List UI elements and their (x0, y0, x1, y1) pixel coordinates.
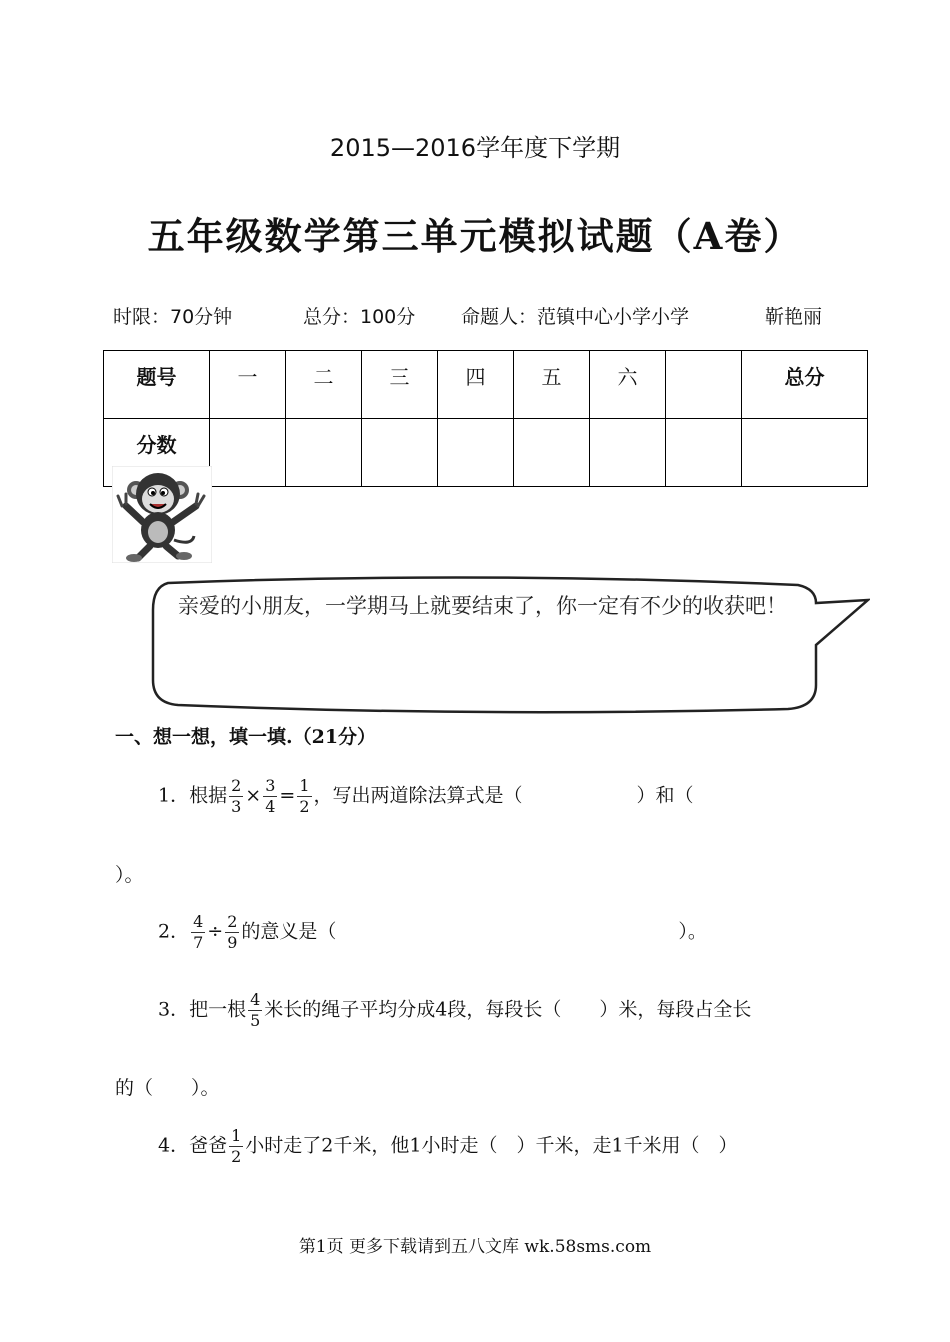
q3-suffix: 米长的绳子平均分成4段，每段长（ ）米，每段占全长 (264, 998, 752, 1021)
question-1 (158, 776, 694, 817)
numerator: 2 (227, 912, 238, 931)
score-header-cell: 二 (286, 351, 362, 419)
q1-answer-line: ）。 (115, 864, 144, 886)
q4-prefix: 4．爸爸 (158, 1134, 228, 1157)
score-value-cell[interactable] (210, 419, 286, 487)
q1-prefix: 1．根据 (158, 784, 228, 807)
score-value-cell[interactable] (666, 419, 742, 487)
score-value-cell[interactable] (590, 419, 666, 487)
score-value-row (104, 419, 868, 487)
page-footer: 第1页 更多下载请到五八文库 wk.58sms.com (298, 1237, 652, 1257)
score-value-cell[interactable] (286, 419, 362, 487)
denominator: 2 (231, 1147, 242, 1166)
numerator: 1 (299, 776, 310, 795)
score-value-cell: 分数 (104, 419, 210, 487)
time-limit: 时限：70分钟 (113, 306, 233, 328)
total-score: 总分：100分 (303, 306, 416, 328)
q4-suffix: 小时走了2千米，他1小时走（ ）千米，走1千米用（ ） (245, 1134, 738, 1157)
fraction (263, 776, 277, 817)
fraction (248, 990, 262, 1031)
denominator: 7 (193, 933, 204, 952)
section-title: 一、想一想，填一填.（21分） (115, 726, 377, 748)
fraction (229, 1126, 243, 1167)
numerator: 4 (193, 912, 204, 931)
denominator: 9 (227, 933, 238, 952)
question-2 (158, 912, 707, 953)
q3-prefix: 3．把一根 (158, 998, 247, 1021)
score-header-cell: 三 (362, 351, 438, 419)
score-header-cell: 题号 (104, 351, 210, 419)
score-header-row (104, 351, 868, 419)
question-3 (158, 990, 751, 1031)
numerator: 2 (231, 776, 242, 795)
exam-title: 五年级数学第三单元模拟试题（A卷） (147, 214, 803, 258)
year-heading: 2015—2016学年度下学期 (329, 134, 621, 162)
question-4 (158, 1126, 738, 1167)
numerator: 3 (265, 776, 276, 795)
author-name: 靳艳丽 (765, 306, 823, 328)
bubble-text: 亲爱的小朋友，一学期马上就要结束了，你一定有不少的收获吧！ (178, 594, 787, 618)
equals-sign: = (279, 784, 296, 807)
divide-sign: ÷ (207, 920, 224, 943)
numerator: 4 (250, 990, 261, 1009)
q2-suffix: 的意义是（ ）。 (241, 920, 707, 943)
author: 命题人：范镇中心小学小学 (461, 306, 690, 328)
times-sign: × (245, 784, 262, 807)
denominator: 2 (299, 797, 310, 816)
score-value-cell[interactable] (514, 419, 590, 487)
denominator: 4 (265, 797, 276, 816)
q3-answer-line: 的（ ）。 (115, 1077, 220, 1099)
score-header-cell: 总分 (742, 351, 868, 419)
q2-prefix: 2． (158, 920, 190, 943)
denominator: 3 (231, 797, 242, 816)
fraction (229, 776, 243, 817)
score-value-cell[interactable] (438, 419, 514, 487)
denominator: 5 (250, 1011, 261, 1030)
score-value-cell[interactable] (742, 419, 868, 487)
score-table (103, 350, 868, 487)
score-header-cell: 六 (590, 351, 666, 419)
monkey-illustration (112, 466, 212, 563)
score-header-cell: 五 (514, 351, 590, 419)
score-header-cell: 四 (438, 351, 514, 419)
fraction (191, 912, 205, 953)
score-header-cell (666, 351, 742, 419)
numerator: 1 (231, 1126, 242, 1145)
score-value-cell[interactable] (362, 419, 438, 487)
q1-suffix: ，写出两道除法算式是（ ）和（ (313, 784, 694, 807)
fraction (297, 776, 311, 817)
fraction (225, 912, 239, 953)
score-header-cell: 一 (210, 351, 286, 419)
